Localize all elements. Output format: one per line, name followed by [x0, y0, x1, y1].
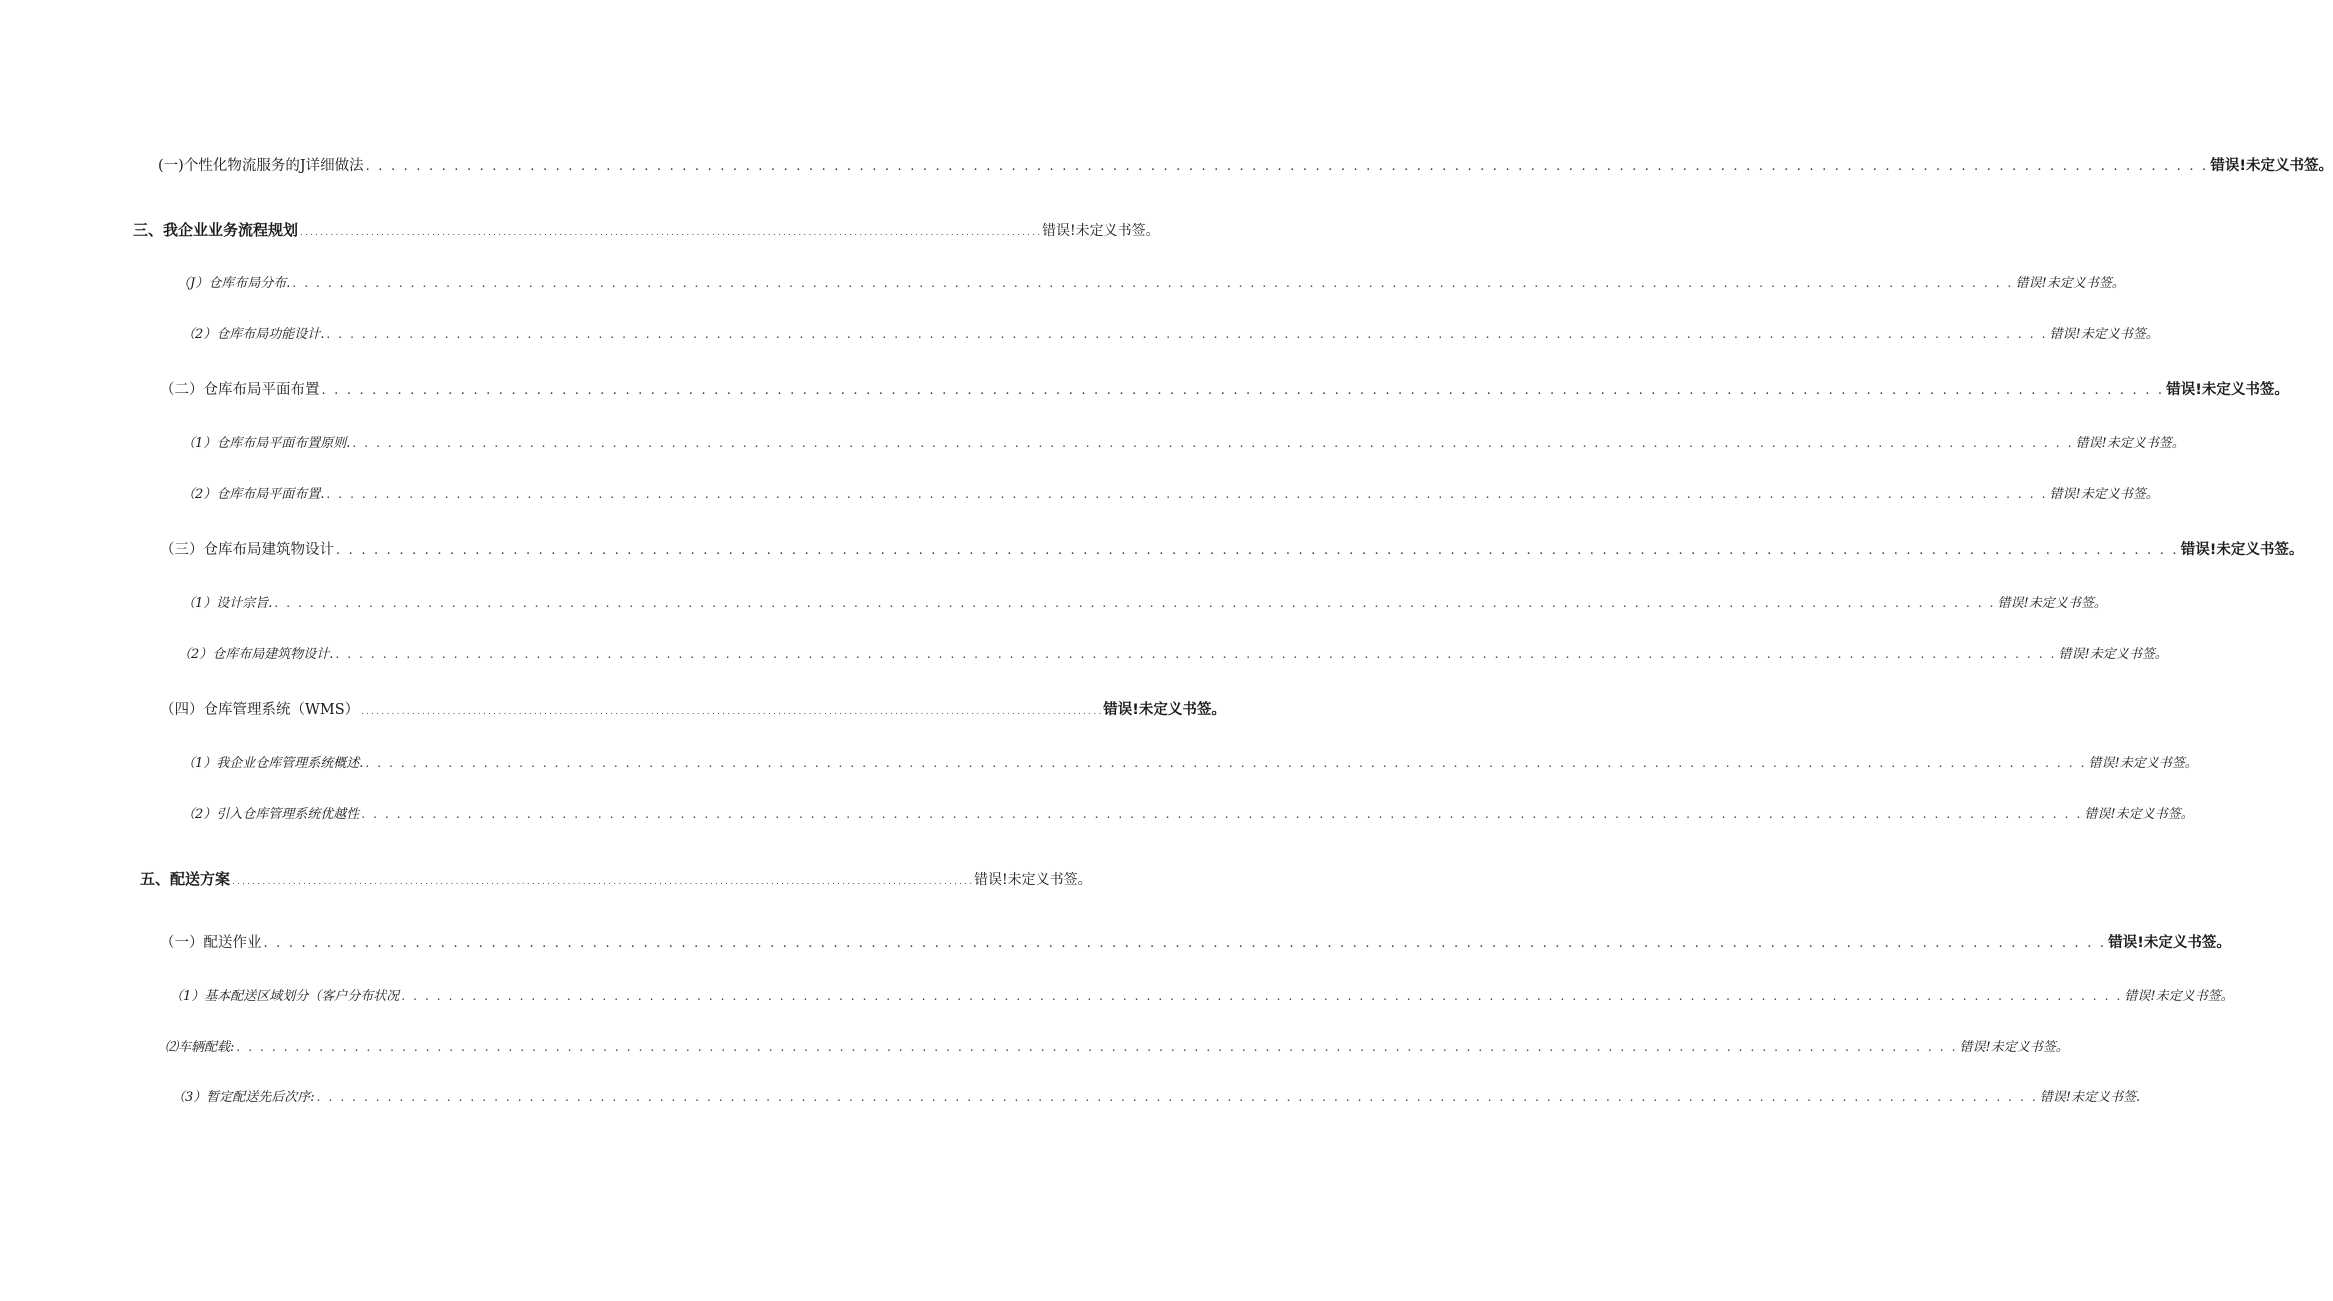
toc-entry-label: (一)个性化物流服务的J详细做法: [158, 158, 364, 174]
toc-leader-dots: . . . . . . . . . . . . . . . . . . . . . . . . . . . . . . . . . . . . . . . . . . . . . . . . . . . . . . . . . . . . . . . . . . . . . . . . . . . . . . . . . . . . . . . . . . . . . . . . . . . . . . . . . . . . . . . . . . . . . . . . . . . . . . . . . . . . . . . . . . . . . . . . . .: [401, 989, 2123, 1003]
toc-entry-label: （2）仓库布局功能设计.: [182, 327, 325, 342]
toc-entry-label: （二）仓库布局平面布置: [160, 382, 320, 398]
toc-entry-label: （1）基本配送区域划分（客户分布状况: [170, 989, 400, 1004]
toc-entry-page: 错误!未定义书签。: [1959, 1040, 2069, 1055]
toc-entry: [178, 643, 2168, 665]
toc-entry-page: 错误!未定义书签。: [2180, 542, 2304, 558]
toc-entry-label: （1）我企业仓库管理系统概述.: [182, 756, 364, 771]
toc-entry: [182, 592, 2107, 614]
toc-leader-dots: . . . . . . . . . . . . . . . . . . . . . . . . . . . . . . . . . . . . . . . . . . . . . . . . . . . . . . . . . . . . . . . . . . . . . . . . . . . . . . . . . . . . . . . . . . . . . . . . . . . . . . . . . . . . . . . . . . . . . . . . . . . . . . . . . . . . . . . . . . . . . . . . . .: [263, 936, 2107, 951]
toc-entry: [182, 803, 2194, 825]
toc-entry-label: （四）仓库管理系统（WMS）: [160, 702, 360, 718]
toc-entry-label: （三）仓库布局建筑物设计: [160, 542, 334, 558]
toc-entry-page: 错误!未定义书签。: [2210, 158, 2333, 174]
toc-leader-dots: . . . . . . . . . . . . . . . . . . . . . . . . . . . . . . . . . . . . . . . . . . . . . . . . . . . . . . . . . . . . . . . . . . . . . . . . . . . . . . . . . . . . . . . . . . . . . . . . . . . . . . . . . . . . . . . . . . . . . . . . . . . . . . . . . . . . . . . . . . . . . . . . . .: [274, 596, 1996, 610]
toc-leader-dots: . . . . . . . . . . . . . . . . . . . . . . . . . . . . . . . . . . . . . . . . . . . . . . . . . . . . . . . . . . . . . . . . . . . . . . . . . . . . . . . . . . . . . . . . . . . . . . . . . . . . . . . . . . . . . . . . . . . . . . . . . . . . . . . . . . . . . . . . . . . . . . . . . .: [316, 1090, 2038, 1104]
toc-entry: [165, 1036, 2069, 1058]
toc-entry-page: 错误!未定义书签。: [2108, 935, 2231, 951]
toc-entry-label: ⑵车辆配载:: [165, 1040, 235, 1055]
toc-entry-label: 五、配送方案: [140, 870, 231, 888]
toc-entry-page: 错误!未定义书签。: [2124, 989, 2234, 1004]
toc-entry: [160, 539, 2304, 561]
toc-entry-page: 错误!未定义书签。: [1042, 223, 1160, 239]
toc-entry-page: 错误!未定义书签。: [2049, 327, 2159, 342]
toc-entry-page: 错误!未定义书签。: [2058, 647, 2168, 662]
toc-entry-page: 错误!未定义书签。: [974, 872, 1092, 888]
toc-entry-label: （3）暂定配送先后次序:: [172, 1090, 315, 1105]
toc-entry-label: （1）设计宗旨.: [182, 596, 273, 611]
toc-leader-dots: . . . . . . . . . . . . . . . . . . . . . . . . . . . . . . . . . . . . . . . . . . . . . . . . . . . . . . . . . . . . . . . . . . . . . . . . . . . . . . . . . . . . . . . . . . . . . . . . . . . . . . . . . . . . . . . . . . . . . . . . . . . . . . . . . . . . . . . . . . . . . . . . . .: [361, 707, 1102, 716]
toc-entry: [160, 699, 1226, 721]
toc-entry-label: （2）引入仓库管理系统优越性: [182, 807, 360, 822]
toc-entry-label: （J）仓库布局分布.: [177, 276, 291, 291]
toc-leader-dots: . . . . . . . . . . . . . . . . . . . . . . . . . . . . . . . . . . . . . . . . . . . . . . . . . . . . . . . . . . . . . . . . . . . . . . . . . . . . . . . . . . . . . . . . . . . . . . . . . . . . . . . . . . . . . . . . . . . . . . . . . . . . . . . . . . . . . . . . . . . . . . . . . .: [326, 327, 2048, 341]
toc-entry-label: （2）仓库布局建筑物设计.: [178, 647, 334, 662]
toc-leader-dots: . . . . . . . . . . . . . . . . . . . . . . . . . . . . . . . . . . . . . . . . . . . . . . . . . . . . . . . . . . . . . . . . . . . . . . . . . . . . . . . . . . . . . . . . . . . . . . . . . . . . . . . . . . . . . . . . . . . . . . . . . . . . . . . . . . . . . . . . . . . . . . . . . .: [335, 647, 2057, 661]
toc-entry-page: 错误!未定义书签。: [2075, 436, 2185, 451]
toc-leader-dots: . . . . . . . . . . . . . . . . . . . . . . . . . . . . . . . . . . . . . . . . . . . . . . . . . . . . . . . . . . . . . . . . . . . . . . . . . . . . . . . . . . . . . . . . . . . . . . . . . . . . . . . . . . . . . . . . . . . . . . . . . . . . . . . . . . . . . . . . . . . . . . . . . .: [336, 543, 2179, 558]
toc-entry-label: （一）配送作业: [160, 935, 262, 951]
toc-entry-page: 错误!未定义书签。: [2088, 756, 2198, 771]
toc-entry-page: 错误!未定义书签。: [2166, 382, 2289, 398]
toc-entry-page: 错误!未定义书签。: [2084, 807, 2194, 822]
toc-leader-dots: . . . . . . . . . . . . . . . . . . . . . . . . . . . . . . . . . . . . . . . . . . . . . . . . . . . . . . . . . . . . . . . . . . . . . . . . . . . . . . . . . . . . . . . . . . . . . . . . . . . . . . . . . . . . . . . . . . . . . . . . . . . . . . . . . . . . . . . . . . . . . . . . . .: [232, 877, 973, 886]
toc-entry-page: 错误!未定义书签。: [2015, 276, 2125, 291]
toc-entry: [182, 752, 2198, 774]
toc-entry: [182, 483, 2159, 505]
toc-leader-dots: . . . . . . . . . . . . . . . . . . . . . . . . . . . . . . . . . . . . . . . . . . . . . . . . . . . . . . . . . . . . . . . . . . . . . . . . . . . . . . . . . . . . . . . . . . . . . . . . . . . . . . . . . . . . . . . . . . . . . . . . . . . . . . . . . . . . . . . . . . . . . . . . . .: [300, 228, 1041, 237]
toc-leader-dots: . . . . . . . . . . . . . . . . . . . . . . . . . . . . . . . . . . . . . . . . . . . . . . . . . . . . . . . . . . . . . . . . . . . . . . . . . . . . . . . . . . . . . . . . . . . . . . . . . . . . . . . . . . . . . . . . . . . . . . . . . . . . . . . . . . . . . . . . . . . . . . . . . .: [236, 1040, 1958, 1054]
toc-entry: [160, 932, 2231, 954]
toc-leader-dots: . . . . . . . . . . . . . . . . . . . . . . . . . . . . . . . . . . . . . . . . . . . . . . . . . . . . . . . . . . . . . . . . . . . . . . . . . . . . . . . . . . . . . . . . . . . . . . . . . . . . . . . . . . . . . . . . . . . . . . . . . . . . . . . . . . . . . . . . . . . . . . . . . .: [365, 159, 2209, 174]
toc-entry-page: 错误!未定义书签。: [1997, 596, 2107, 611]
toc-entry: [158, 155, 2333, 177]
toc-leader-dots: . . . . . . . . . . . . . . . . . . . . . . . . . . . . . . . . . . . . . . . . . . . . . . . . . . . . . . . . . . . . . . . . . . . . . . . . . . . . . . . . . . . . . . . . . . . . . . . . . . . . . . . . . . . . . . . . . . . . . . . . . . . . . . . . . . . . . . . . . . . . . . . . . .: [361, 807, 2083, 821]
toc-entry-page: 错误!未定义书签。: [1103, 702, 1226, 718]
toc-entry: [182, 323, 2159, 345]
toc-entry: [182, 432, 2185, 454]
toc-leader-dots: . . . . . . . . . . . . . . . . . . . . . . . . . . . . . . . . . . . . . . . . . . . . . . . . . . . . . . . . . . . . . . . . . . . . . . . . . . . . . . . . . . . . . . . . . . . . . . . . . . . . . . . . . . . . . . . . . . . . . . . . . . . . . . . . . . . . . . . . . . . . . . . . . .: [365, 756, 2087, 770]
toc-leader-dots: . . . . . . . . . . . . . . . . . . . . . . . . . . . . . . . . . . . . . . . . . . . . . . . . . . . . . . . . . . . . . . . . . . . . . . . . . . . . . . . . . . . . . . . . . . . . . . . . . . . . . . . . . . . . . . . . . . . . . . . . . . . . . . . . . . . . . . . . . . . . . . . . . .: [326, 487, 2048, 501]
toc-entry: [140, 868, 1092, 890]
toc-entry: [177, 272, 2125, 294]
toc-entry: [170, 985, 2234, 1007]
toc-entry-page: 错误!未定义书签。: [2049, 487, 2159, 502]
toc-entry: [160, 379, 2289, 401]
toc-entry-label: （1）仓库布局平面布置原则.: [182, 436, 351, 451]
toc-leader-dots: . . . . . . . . . . . . . . . . . . . . . . . . . . . . . . . . . . . . . . . . . . . . . . . . . . . . . . . . . . . . . . . . . . . . . . . . . . . . . . . . . . . . . . . . . . . . . . . . . . . . . . . . . . . . . . . . . . . . . . . . . . . . . . . . . . . . . . . . . . . . . . . . . .: [292, 276, 2014, 290]
toc-entry: [133, 219, 1160, 241]
toc-leader-dots: . . . . . . . . . . . . . . . . . . . . . . . . . . . . . . . . . . . . . . . . . . . . . . . . . . . . . . . . . . . . . . . . . . . . . . . . . . . . . . . . . . . . . . . . . . . . . . . . . . . . . . . . . . . . . . . . . . . . . . . . . . . . . . . . . . . . . . . . . . . . . . . . . .: [321, 383, 2165, 398]
toc-entry-label: （2）仓库布局平面布置.: [182, 487, 325, 502]
toc-entry-label: 三、我企业业务流程规划: [133, 221, 299, 239]
toc-leader-dots: . . . . . . . . . . . . . . . . . . . . . . . . . . . . . . . . . . . . . . . . . . . . . . . . . . . . . . . . . . . . . . . . . . . . . . . . . . . . . . . . . . . . . . . . . . . . . . . . . . . . . . . . . . . . . . . . . . . . . . . . . . . . . . . . . . . . . . . . . . . . . . . . . .: [352, 436, 2074, 450]
toc-entry: [172, 1086, 2141, 1108]
toc-entry-page: 错误!未定义书签.: [2039, 1090, 2141, 1105]
